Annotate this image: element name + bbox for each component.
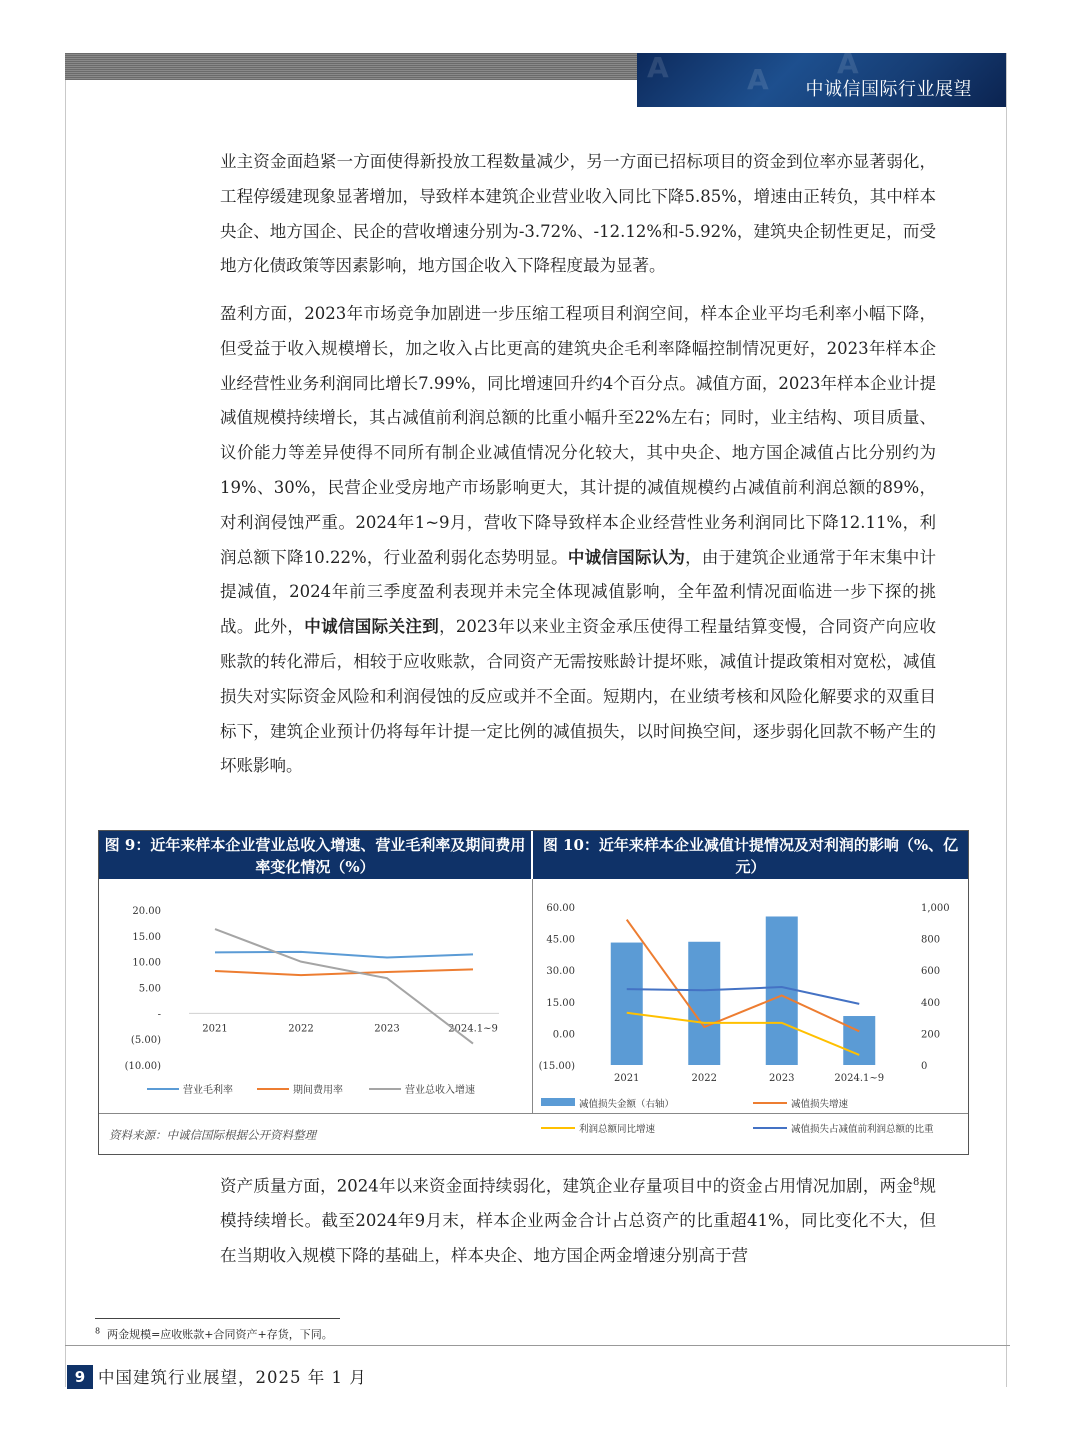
y-tick-label: (5.00) bbox=[130, 1035, 161, 1047]
y-right-tick-label: 1,000 bbox=[921, 903, 950, 914]
y-left-tick-label: (15.00) bbox=[538, 1061, 575, 1072]
x-tick-label: 2021 bbox=[614, 1073, 640, 1084]
x-tick-label: 2024.1~9 bbox=[448, 1023, 498, 1035]
legend-label: 减值损失占减值前利润总额的比重 bbox=[791, 1124, 934, 1135]
header-title: 中诚信国际行业展望 bbox=[805, 79, 972, 100]
header-gray-bar bbox=[65, 53, 637, 80]
series-line bbox=[215, 929, 473, 1043]
paragraph-2-emphasis: 中诚信国际认为 bbox=[567, 547, 686, 567]
legend-label: 营业毛利率 bbox=[183, 1085, 233, 1096]
y-tick-label: 15.00 bbox=[132, 931, 161, 943]
paragraph-2-emphasis: 中诚信国际关注到 bbox=[304, 617, 440, 637]
y-tick-label: 5.00 bbox=[138, 983, 161, 995]
fig10-title: 图 10：近年来样本企业减值计提情况及对利润的影响（%、亿元） bbox=[533, 831, 968, 879]
x-tick-label: 2024.1~9 bbox=[834, 1073, 885, 1084]
x-tick-label: 2022 bbox=[288, 1023, 314, 1035]
x-tick-label: 2023 bbox=[769, 1073, 795, 1084]
paragraph-3-text: 规模持续增长。截至2024年9月末，样本企业两金合计占总资产的比重超41%，同比变化不大，但在当期收入规模下降的基础上，样本央企、地方国企两金增速分别高于营 bbox=[220, 1176, 936, 1266]
legend-label: 利润总额同比增速 bbox=[579, 1124, 656, 1135]
y-left-tick-label: 15.00 bbox=[546, 997, 575, 1009]
bar bbox=[843, 1016, 875, 1065]
footnote-ref[interactable]: 8 bbox=[912, 1177, 920, 1188]
footer-text: 中国建筑行业展望，2025 年 1 月 bbox=[98, 1368, 367, 1387]
legend-label: 营业总收入增速 bbox=[405, 1085, 475, 1096]
legend-swatch bbox=[541, 1098, 575, 1106]
y-right-tick-label: 400 bbox=[921, 997, 941, 1009]
paragraph-2-text: 盈利方面，2023年市场竞争加剧进一步压缩工程项目利润空间，样本企业平均毛利率小幅下降，但受益于收入规模增长，加之收入占比更高的建筑央企毛利率降幅控制情况更好，2023年样本企业经营性业务利润同比增长7.99%，同比增速回升约4个百分点。减值方面，2023年样本企业计提减值规模持续增长，其占减值前利润总额的比重小幅升至22%左右；同时，业主结构、项目质量、议价能力等差异使得不同所有制企业减值情况分化较大，其中央企、地方国企减值占比分别约为19%、30%，民营企业受房地产市场影响更大，其计提的减值规模约占减值前利润总额的89%，对利润侵蚀严重。2024年1~9月，营收下降导致样本企业经营性业务利润同比下降12.11%，利润总额下降10.22%，行业盈利弱化态势明显。 bbox=[220, 304, 936, 567]
banner-decoration: A bbox=[837, 47, 859, 80]
y-left-tick-label: 30.00 bbox=[546, 966, 575, 978]
fig9-title: 图 9：近年来样本企业营业总收入增速、营业毛利率及期间费用率变化情况（%） bbox=[99, 831, 531, 879]
y-tick-label: (10.00) bbox=[124, 1061, 161, 1072]
figure-source: 资料来源：中诚信国际根据公开资料整理 bbox=[109, 1128, 316, 1142]
y-left-tick-label: 60.00 bbox=[546, 903, 575, 914]
figure-panel bbox=[98, 830, 969, 1155]
paragraph-1: 业主资金面趋紧一方面使得新投放工程数量减少，另一方面已招标项目的资金到位率亦显著弱化，工程停缓建现象显著增加，导致样本建筑企业营业收入同比下降5.85%，增速由正转负，其中样本央企、地方国企、民企的营收增速分别为-3.72%、-12.12%和-5.92%，建筑央企韧性更足，而受地方化债政策等因素影响，地方国企收入下降程度最为显著。 bbox=[220, 152, 936, 276]
legend-label: 减值损失增速 bbox=[791, 1099, 849, 1110]
y-left-tick-label: 0.00 bbox=[552, 1029, 575, 1041]
y-tick-label: 10.00 bbox=[132, 957, 161, 969]
banner-decoration: A bbox=[647, 51, 669, 84]
bar bbox=[611, 943, 643, 1065]
paragraph-2-text: ，由于建筑企业通常于年末集中计提减值，2024年前三季度盈利表现并未完全体现减值影响，全年盈利情况面临进一步下探的挑战。此外， bbox=[220, 547, 937, 637]
paragraph-3 bbox=[220, 1166, 936, 1274]
paragraph-2-text: ，2023年以来业主资金承压使得工程量结算变慢，合同资产向应收账款的转化滞后，相较于应收账款，合同资产无需按账龄计提坏账，减值计提政策相对宽松，减值损失对实际资金风险和利润侵蚀的反应或并不全面。短期内，在业绩考核和风险化解要求的双重目标下，建筑企业预计仍将每年计提一定比例的减值损失，以时间换空间，逐步弱化回款不畅产生的坏账影响。 bbox=[220, 617, 937, 776]
series-line bbox=[627, 987, 860, 1004]
y-right-tick-label: 600 bbox=[921, 966, 941, 978]
footer-divider bbox=[65, 1345, 1010, 1346]
banner-decoration: A bbox=[747, 63, 769, 96]
y-tick-label: 20.00 bbox=[132, 906, 161, 917]
y-left-tick-label: 45.00 bbox=[546, 934, 575, 946]
series-line bbox=[627, 1013, 860, 1055]
legend-label: 期间费用率 bbox=[293, 1085, 343, 1096]
fig10-chart bbox=[533, 879, 968, 1135]
paragraph-2 bbox=[220, 297, 936, 784]
x-tick-label: 2022 bbox=[691, 1073, 717, 1084]
series-line bbox=[215, 952, 473, 958]
figure-divider bbox=[99, 1113, 968, 1114]
legend-label: 减值损失金额（右轴） bbox=[579, 1099, 675, 1110]
header-banner bbox=[637, 47, 1006, 107]
y-right-tick-label: 0 bbox=[921, 1061, 928, 1072]
footnote bbox=[95, 1326, 333, 1342]
bar bbox=[766, 916, 798, 1065]
x-tick-label: 2021 bbox=[202, 1023, 228, 1035]
page-number: 9 bbox=[67, 1365, 93, 1389]
footnote-text: 两金规模=应收账款+合同资产+存货，下同。 bbox=[107, 1328, 333, 1341]
series-line bbox=[627, 920, 860, 1032]
footnote-divider bbox=[95, 1318, 340, 1319]
fig9-chart bbox=[99, 879, 531, 1113]
y-right-tick-label: 200 bbox=[921, 1029, 941, 1041]
y-right-tick-label: 800 bbox=[921, 934, 941, 946]
paragraph-3-text: 资产质量方面，2024年以来资金面持续弱化，建筑企业存量项目中的资金占用情况加剧，两金 bbox=[220, 1176, 913, 1196]
footnote-number: 8 bbox=[95, 1326, 101, 1336]
x-tick-label: 2023 bbox=[374, 1023, 400, 1035]
y-tick-label: - bbox=[157, 1009, 161, 1021]
bar bbox=[688, 942, 720, 1065]
